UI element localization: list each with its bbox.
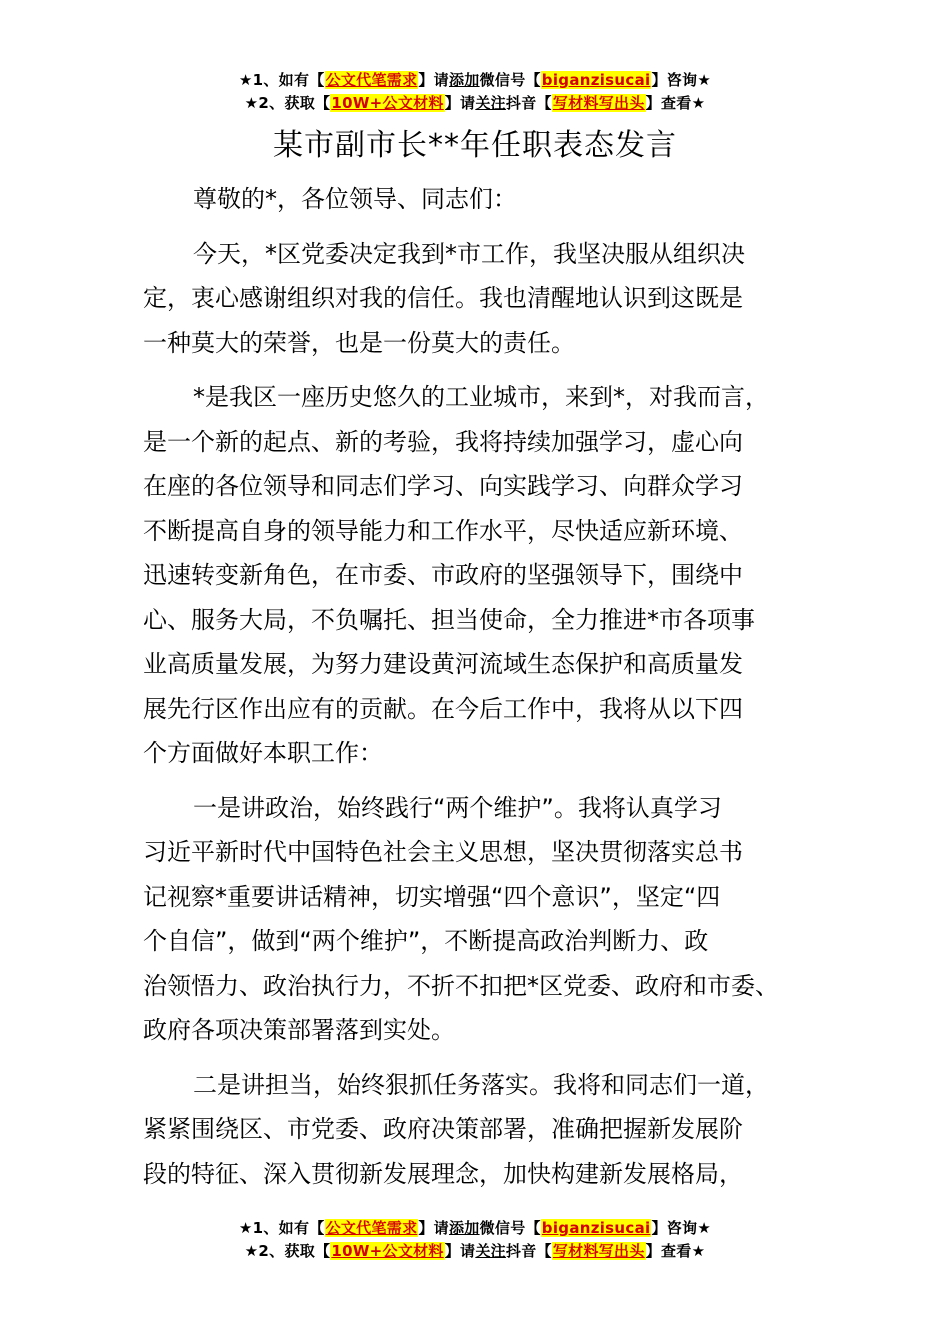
banner-text: 】请 bbox=[444, 1242, 476, 1260]
banner-highlight: 公文代笔需求 bbox=[325, 1219, 418, 1237]
text-line: 政府各项决策部署落到实处。 bbox=[143, 1016, 455, 1044]
banner-line-2 bbox=[0, 1240, 950, 1263]
banner-text: 】请 bbox=[418, 71, 449, 89]
text-line: *是我区一座历史悠久的工业城市，来到*，对我而言， bbox=[193, 383, 769, 411]
text-line: 记视察*重要讲话精神，切实增强“四个意识”，坚定“四 bbox=[143, 882, 721, 911]
banner-highlight: 10W+公文材料 bbox=[331, 1242, 444, 1260]
text-line: 定，衷心感谢组织对我的信任。我也清醒地认识到这既是 bbox=[143, 284, 743, 312]
text-line: 业高质量发展，为努力建设黄河流域生态保护和高质量发 bbox=[143, 650, 743, 678]
banner-text: ★1、如有【 bbox=[238, 1219, 325, 1237]
paragraph-3 bbox=[143, 786, 833, 1053]
document-title: 某市副市长**年任职表态发言 bbox=[273, 128, 677, 163]
banner-text: 】咨询★ bbox=[651, 71, 712, 89]
paragraph-1 bbox=[143, 232, 833, 366]
text-line: 今天，*区党委决定我到*市工作，我坚决服从组织决 bbox=[193, 239, 745, 268]
salutation bbox=[143, 177, 833, 222]
text-line: 治领悟力、政治执行力，不折不扣把*区党委、政府和市委、 bbox=[143, 971, 779, 1000]
text-line: 一是讲政治，始终践行“两个维护”。我将认真学习 bbox=[193, 793, 722, 822]
text-line: 是一个新的起点、新的考验，我将持续加强学习，虚心向 bbox=[143, 427, 743, 456]
banner-douyin-account: 写材料写出头 bbox=[552, 1242, 645, 1260]
banner-wechat-id: biganzisucai bbox=[541, 1219, 651, 1237]
paragraph-4 bbox=[143, 1063, 833, 1197]
banner-underline-text: 关注 bbox=[475, 94, 506, 112]
text-line: 习近平新时代中国特色社会主义思想，坚决贯彻落实总书 bbox=[143, 838, 743, 866]
banner-text: 】查看★ bbox=[645, 1242, 706, 1260]
text-line: 个方面做好本职工作： bbox=[143, 739, 383, 767]
text-line: 心、服务大局，不负嘱托、担当使命，全力推进*市各项事 bbox=[143, 605, 755, 634]
banner-text: 微信号【 bbox=[479, 71, 541, 89]
banner-text: ★2、获取【 bbox=[244, 1242, 331, 1260]
top-promo-banner bbox=[0, 69, 950, 115]
salutation-line: 尊敬的*，各位领导、同志们： bbox=[193, 185, 517, 213]
banner-text: 抖音【 bbox=[505, 1242, 552, 1260]
paragraph-2 bbox=[143, 375, 833, 776]
text-line: 紧紧围绕区、市党委、政府决策部署，准确把握新发展阶 bbox=[143, 1115, 743, 1143]
text-line: 展先行区作出应有的贡献。在今后工作中，我将从以下四 bbox=[143, 694, 743, 723]
banner-line-1 bbox=[0, 1217, 950, 1240]
banner-wechat-id: biganzisucai bbox=[541, 71, 651, 89]
banner-text: 】咨询★ bbox=[651, 1219, 712, 1237]
banner-line-1 bbox=[0, 69, 950, 92]
banner-text: 抖音【 bbox=[505, 94, 552, 112]
bottom-promo-banner bbox=[0, 1217, 950, 1263]
banner-underline-text: 添加 bbox=[448, 71, 480, 89]
text-line: 二是讲担当，始终狠抓任务落实。我将和同志们一道， bbox=[193, 1070, 769, 1099]
banner-text: 】请 bbox=[418, 1219, 449, 1237]
banner-text: ★1、如有【 bbox=[238, 71, 325, 89]
text-line: 迅速转变新角色，在市委、市政府的坚强领导下，围绕中 bbox=[143, 561, 743, 589]
banner-douyin-account: 写材料写出头 bbox=[552, 94, 645, 112]
banner-highlight: 10W+公文材料 bbox=[331, 94, 444, 112]
banner-line-2 bbox=[0, 92, 950, 115]
text-line: 个自信”，做到“两个维护”，不断提高政治判断力、政 bbox=[143, 927, 709, 955]
text-line: 一种莫大的荣誉，也是一份莫大的责任。 bbox=[143, 328, 575, 357]
banner-text: ★2、获取【 bbox=[244, 94, 331, 112]
banner-underline-text: 添加 bbox=[448, 1219, 480, 1237]
text-line: 在座的各位领导和同志们学习、向实践学习、向群众学习 bbox=[143, 472, 743, 500]
text-line: 不断提高自身的领导能力和工作水平，尽快适应新环境、 bbox=[143, 516, 743, 545]
banner-text: 】查看★ bbox=[645, 94, 706, 112]
banner-text: 微信号【 bbox=[479, 1219, 541, 1237]
document-body bbox=[143, 177, 833, 1206]
banner-underline-text: 关注 bbox=[475, 1242, 506, 1260]
text-line: 段的特征、深入贯彻新发展理念，加快构建新发展格局， bbox=[143, 1159, 743, 1188]
banner-text: 】请 bbox=[444, 94, 476, 112]
banner-highlight: 公文代笔需求 bbox=[325, 71, 418, 89]
